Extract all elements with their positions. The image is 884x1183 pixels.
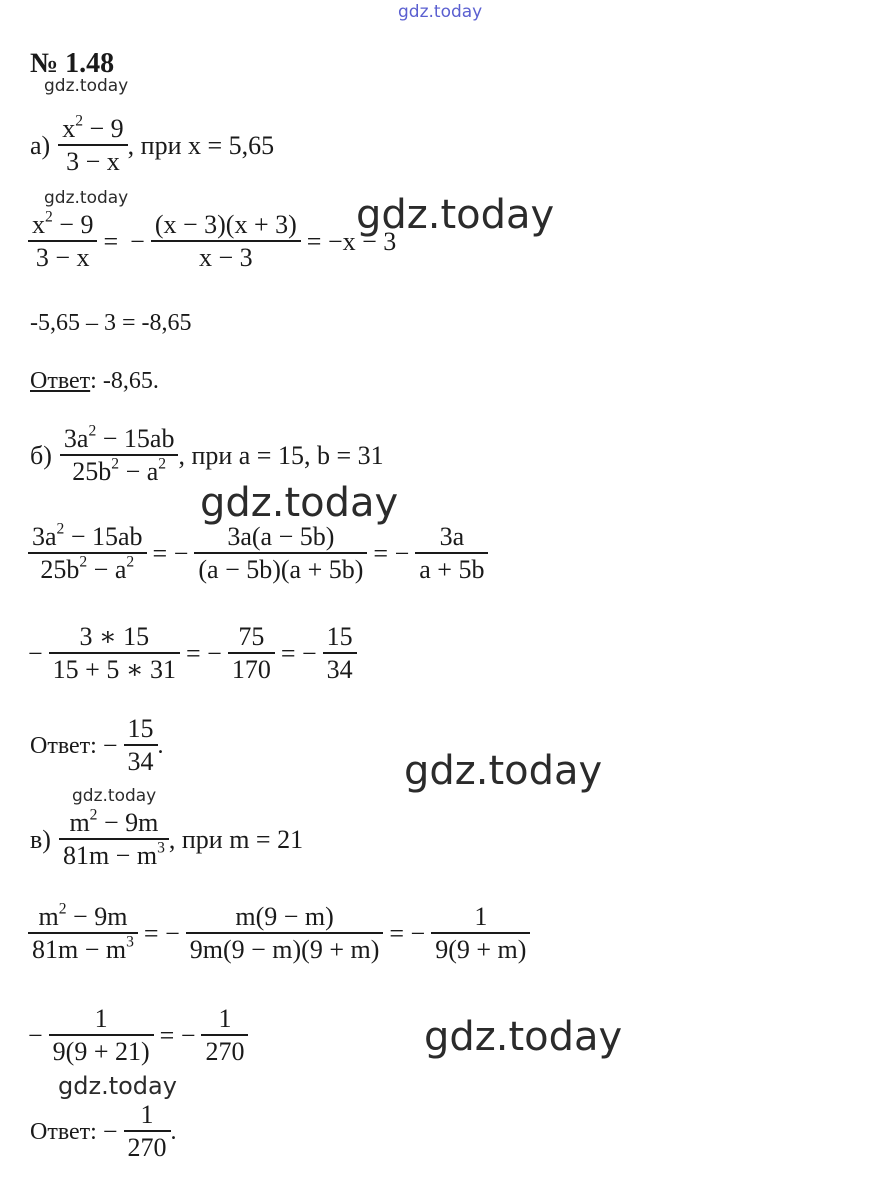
fraction: $\frac{15}{34}$ (323, 622, 357, 686)
part-a-statement (30, 114, 274, 178)
fraction: $\frac{m(9 - m)}{9m(9 - m)(9 + m)}$ (186, 902, 384, 966)
condition: , при a = 15, b = 31 (178, 441, 384, 471)
condition: , при m = 21 (168, 825, 304, 855)
watermark-top: gdz.today (398, 2, 483, 22)
part-v-statement (30, 808, 303, 872)
fraction: $\frac{3a^2 - 15ab}{25b^2 - a^2}$ (28, 522, 147, 586)
part-b-answer: Ответ: − $\frac{15}{34}$ . (30, 714, 164, 778)
watermark: gdz.today (356, 192, 555, 238)
fraction: $\frac{75}{170}$ (228, 622, 275, 686)
watermark: gdz.today (44, 188, 129, 208)
part-v-label: в) (30, 825, 51, 855)
watermark: gdz.today (58, 1072, 177, 1100)
fraction: $\frac{x^2 - 9}{3 - x}$ (28, 210, 97, 274)
fraction: $\frac{1}{9(9 + 21)}$ (49, 1004, 154, 1068)
fraction: $\frac{1}{9(9 + m)}$ (431, 902, 530, 966)
fraction: $\frac{3a}{a + 5b}$ (415, 522, 488, 586)
watermark: gdz.today (44, 76, 129, 96)
part-b-statement (30, 424, 384, 488)
part-a-calculation: -5,65 – 3 = -8,65 (30, 310, 192, 336)
fraction: $\frac{3a(a - 5b)}{(a - 5b)(a + 5b)}$ (194, 522, 367, 586)
fraction: $\frac{15}{34}$ (124, 714, 158, 778)
fraction: $\frac{m^2 - 9m}{81m - m^3}$ (59, 808, 169, 872)
fraction: $\frac{1}{270}$ (124, 1100, 171, 1164)
part-a-label: а) (30, 131, 51, 161)
part-b-simplification: $\frac{3a^2 - 15ab}{25b^2 - a^2}$ = − $\frac{3a(a - 5b)}{(a - 5b)(a + 5b)}$ = − $\frac{3a}{a + 5b}$ (28, 522, 488, 586)
part-a-simplification: $\frac{x^2 - 9}{3 - x}$ = − $\frac{(x - 3)(x + 3)}{x - 3}$ = −x − 3 (28, 210, 402, 274)
part-b-label: б) (30, 441, 52, 471)
watermark: gdz.today (200, 480, 399, 526)
fraction: $\frac{m^2 - 9m}{81m - m^3}$ (28, 902, 138, 966)
part-a-answer: Ответ: -8,65. (30, 368, 159, 394)
fraction: $\frac{3a^2 - 15ab}{25b^2 - a^2}$ (60, 424, 179, 488)
fraction: $\frac{x^2 - 9}{3 - x}$ (58, 114, 127, 178)
part-b-calculation: − $\frac{3 ∗ 15}{15 + 5 ∗ 31}$ = − $\frac{75}{170}$ = − $\frac{15}{34}$ (28, 622, 357, 686)
part-v-answer: Ответ: − $\frac{1}{270}$ . (30, 1100, 177, 1164)
watermark: gdz.today (72, 786, 157, 806)
watermark: gdz.today (404, 748, 603, 794)
fraction: $\frac{1}{270}$ (201, 1004, 248, 1068)
part-v-calculation: − $\frac{1}{9(9 + 21)}$ = − $\frac{1}{270}$ (28, 1004, 248, 1068)
condition: , при x = 5,65 (127, 131, 275, 161)
fraction: $\frac{3 ∗ 15}{15 + 5 ∗ 31}$ (49, 622, 180, 686)
part-v-simplification: $\frac{m^2 - 9m}{81m - m^3}$ = − $\frac{m(9 - m)}{9m(9 - m)(9 + m)}$ = − $\frac{1}{9(9 + m)}$ (28, 902, 530, 966)
problem-title: № 1.48 (30, 48, 115, 79)
watermark: gdz.today (424, 1014, 623, 1060)
fraction: $\frac{(x - 3)(x + 3)}{x - 3}$ (151, 210, 301, 274)
